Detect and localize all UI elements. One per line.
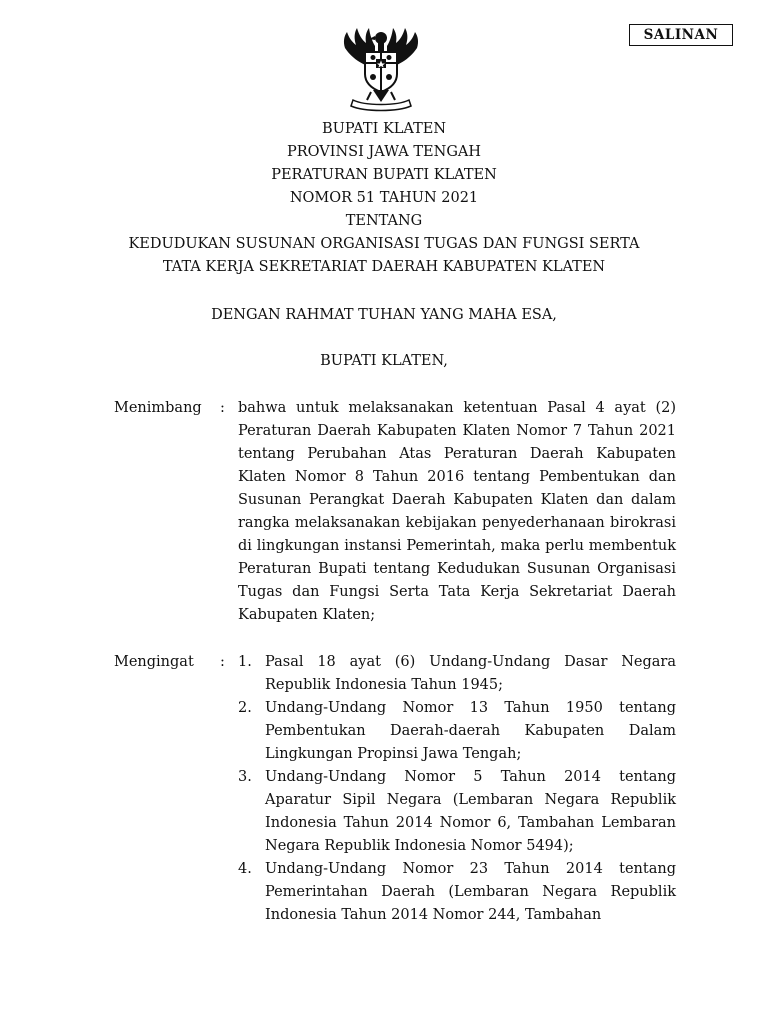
- list-item-number: 1.: [238, 654, 252, 670]
- regulation-subject-line2: TATA KERJA SEKRETARIAT DAERAH KABUPATEN KLATEN: [162, 259, 606, 275]
- regulation-title: PERATURAN BUPATI KLATEN: [271, 167, 497, 183]
- menimbang-colon: :: [220, 400, 225, 416]
- salinan-stamp: SALINAN: [629, 24, 733, 46]
- province-title: PROVINSI JAWA TENGAH: [286, 144, 482, 160]
- list-item-number: 4.: [238, 861, 252, 877]
- menimbang-label: Menimbang: [114, 400, 202, 416]
- mengingat-label: Mengingat: [114, 654, 194, 670]
- list-item-text: Undang-Undang Nomor 5 Tahun 2014 tentang Aparatur Sipil Negara (Lembaran Negara Republik Indonesia Tahun 2014 Nomor 6, Tambahan Lembaran Negara Republik Indonesia Nomor 5494);: [265, 769, 676, 854]
- authority-line: BUPATI KLATEN,: [320, 353, 448, 369]
- regulation-about: TENTANG: [345, 213, 423, 229]
- list-item-number: 3.: [238, 769, 252, 785]
- regent-title: BUPATI KLATEN: [321, 121, 447, 137]
- mengingat-colon: :: [220, 654, 225, 670]
- list-item-text: Undang-Undang Nomor 13 Tahun 1950 tentang Pembentukan Daerah-daerah Kabupaten Dalam Lingkungan Propinsi Jawa Tengah;: [265, 700, 676, 762]
- regulation-subject-line1: KEDUDUKAN SUSUNAN ORGANISASI TUGAS DAN FUNGSI SERTA: [128, 236, 640, 252]
- blessing-line: DENGAN RAHMAT TUHAN YANG MAHA ESA,: [211, 307, 557, 323]
- list-item-text: Undang-Undang Nomor 23 Tahun 2014 tentang Pemerintahan Daerah (Lembaran Negara Republik Indonesia Tahun 2014 Nomor 244, Tambahan: [265, 861, 676, 923]
- menimbang-text: bahwa untuk melaksanakan ketentuan Pasal 4 ayat (2) Peraturan Daerah Kabupaten Klaten Nomor 7 Tahun 2021 tentang Perubahan Atas Peraturan Daerah Kabupaten Klaten Nomor 8 Tahun 2016 tentang Pembentukan dan Susunan Perangkat Daerah Kabupaten Klaten dan dalam rangka melaksanakan kebijakan penyederhanaan birokrasi di lingkungan instansi Pemerintah, maka perlu membentuk Peraturan Bupati tentang Kedudukan Susunan Organisasi Tugas dan Fungsi Serta Tata Kerja Sekretariat Daerah Kabupaten Klaten;: [238, 400, 676, 623]
- regulation-number: NOMOR 51 TAHUN 2021: [289, 190, 479, 206]
- garuda-pancasila-emblem-icon: [335, 22, 427, 112]
- list-item-text: Pasal 18 ayat (6) Undang-Undang Dasar Negara Republik Indonesia Tahun 1945;: [265, 654, 676, 693]
- list-item-number: 2.: [238, 700, 252, 716]
